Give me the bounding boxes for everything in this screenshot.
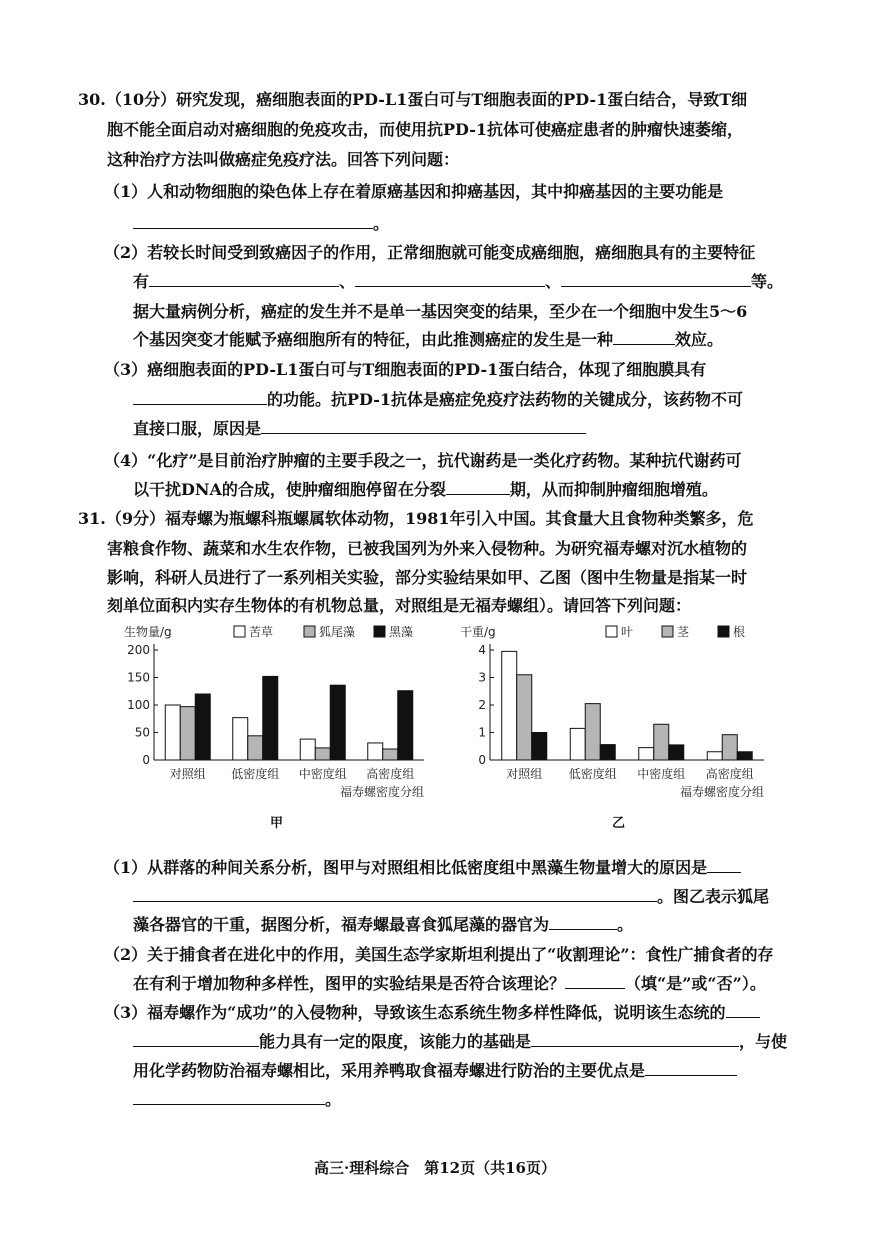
answer-blank[interactable]	[613, 328, 675, 345]
text: （3）福寿螺作为“成功”的入侵物种，导致该生态系统生物多样性降低，说明该生态统的	[104, 1003, 726, 1022]
x-tick-label: 高密度组	[366, 767, 415, 781]
answer-blank[interactable]	[561, 270, 751, 287]
text: 。	[325, 1090, 342, 1109]
y-tick-label: 100	[127, 698, 150, 712]
bar	[398, 691, 413, 760]
q31-part1-line3	[133, 913, 633, 937]
text: （1）从群落的种间关系分析，图甲与对照组相比低密度组中黑藻生物量增大的原因是	[104, 858, 708, 877]
answer-blank[interactable]	[133, 885, 657, 902]
q30-part4: （4）“化疗”是目前治疗肿瘤的主要手段之一，抗代谢药是一类化疗药物。某种抗代谢药可	[104, 451, 742, 470]
bar	[368, 743, 383, 760]
q31-line-3: 影响，科研人员进行了一系列相关实验，部分实验结果如甲、乙图（图中生物量是指某一时	[107, 568, 748, 587]
q31-line-1: 31.（9分）福寿螺为瓶螺科瓶螺属软体动物，1981年引入中国。其食量大且食物种类繁多，危	[78, 509, 754, 528]
bar	[669, 745, 684, 760]
bar	[330, 685, 345, 760]
x-axis-label: 福寿螺密度分组	[339, 785, 424, 799]
x-tick-label: 对照组	[506, 767, 543, 781]
q31-line-2: 害粮食作物、蔬菜和水生农作物，已被我国列为外来入侵物种。为研究福寿螺对沉水植物的	[107, 539, 748, 558]
q30-part1-answer-line	[133, 212, 389, 236]
q31-part2: （2）关于捕食者在进化中的作用，美国生态学家斯坦利提出了“收割理论”：食性广捕食者的存	[104, 945, 774, 964]
y-tick-label: 50	[134, 725, 150, 740]
answer-blank[interactable]	[355, 270, 545, 287]
legend-swatch	[662, 626, 673, 637]
bar	[165, 705, 180, 760]
q30-line-1: 30.（10分）研究发现，癌细胞表面的PD-L1蛋白可与T细胞表面的PD-1蛋白结合，导致T细	[78, 90, 748, 109]
y-tick-label: 0	[478, 753, 486, 767]
q31-line-4: 刻单位面积内实存生物体的有机物总量，对照组是无福寿螺组）。请回答下列问题：	[107, 596, 692, 615]
y-tick-label: 150	[127, 670, 150, 685]
bar	[570, 728, 585, 760]
answer-blank[interactable]	[446, 478, 510, 495]
text: 。	[373, 214, 390, 233]
x-tick-label: 低密度组	[231, 767, 280, 781]
bar	[502, 651, 517, 760]
y-tick-label: 0	[142, 753, 150, 767]
y-tick-label: 4	[478, 643, 486, 657]
legend-label: 黑藻	[389, 625, 414, 639]
answer-blank[interactable]	[133, 1030, 259, 1047]
x-tick-label: 对照组	[169, 767, 206, 781]
bar	[532, 733, 547, 761]
y-axis-label: 干重/g	[460, 625, 496, 639]
chart-a-caption: 甲	[270, 816, 284, 831]
q30-part1: （1）人和动物细胞的染色体上存在着原癌基因和抑癌基因，其中抑癌基因的主要功能是	[104, 182, 724, 201]
y-tick-label: 3	[478, 670, 486, 685]
bar	[180, 707, 195, 760]
q30-line-3: 这种治疗方法叫做癌症免疫疗法。回答下列问题：	[107, 150, 460, 169]
text: 、	[545, 272, 562, 291]
q31-part3-line2	[133, 1030, 787, 1054]
legend-swatch	[234, 626, 245, 637]
text: 以干扰DNA的合成，使肿瘤细胞停留在分裂	[133, 480, 446, 499]
answer-blank[interactable]	[149, 270, 339, 287]
text: 用化学药物防治福寿螺相比，采用养鸭取食福寿螺进行防治的主要优点是	[133, 1061, 646, 1080]
chart-dry-weight	[460, 622, 786, 802]
bar	[383, 749, 398, 760]
y-tick-label: 1	[478, 725, 486, 740]
q30-line-2: 胞不能全面启动对癌细胞的免疫攻击，而使用抗PD-1抗体可使癌症患者的肿瘤快速萎缩，	[107, 120, 743, 139]
bar	[585, 704, 600, 760]
q30-part2-line4	[133, 328, 723, 352]
legend-label: 狐尾藻	[319, 625, 356, 639]
bar	[517, 675, 532, 760]
legend-label: 叶	[621, 625, 634, 639]
bar	[600, 745, 615, 760]
legend-label: 茎	[677, 625, 690, 639]
x-tick-label: 中密度组	[637, 767, 686, 781]
q30-part2-line3: 据大量病例分析，癌症的发生并不是单一基因突变的结果，至少在一个细胞中发生5～6	[133, 302, 748, 321]
x-axis-label: 福寿螺密度分组	[679, 785, 764, 799]
legend-swatch	[374, 626, 385, 637]
text: 有	[133, 272, 150, 291]
bar	[315, 748, 330, 760]
text: 能力具有一定的限度，该能力的基础是	[259, 1032, 532, 1051]
q30-part3-line2	[133, 388, 743, 412]
q31-part3-line3	[133, 1059, 737, 1083]
q30-part3: （3）癌细胞表面的PD-L1蛋白可与T细胞表面的PD-1蛋白结合，体现了细胞膜具有	[104, 360, 707, 379]
legend-swatch	[304, 626, 315, 637]
q30-part2: （2）若较长时间受到致癌因子的作用，正常细胞就可能变成癌细胞，癌细胞具有的主要特征	[104, 243, 756, 262]
q30-part4-line2	[133, 478, 718, 502]
y-tick-label: 2	[478, 698, 486, 712]
y-axis-label: 生物量/g	[124, 625, 172, 639]
chart-biomass	[118, 622, 448, 802]
q30-part2-answer-line	[133, 270, 783, 294]
x-tick-label: 高密度组	[705, 767, 754, 781]
legend-label: 苦草	[249, 625, 274, 639]
q31-part3	[104, 1001, 760, 1025]
text: 效应。	[675, 330, 724, 349]
text: （填“是”或“否”）。	[625, 974, 766, 993]
x-tick-label: 低密度组	[568, 767, 617, 781]
y-tick-label: 200	[127, 643, 150, 657]
text: 。图乙表示狐尾	[657, 887, 770, 906]
legend-label: 根	[733, 625, 746, 639]
bar	[263, 676, 278, 760]
text: 个基因突变才能赋予癌细胞所有的特征，由此推测癌症的发生是一种	[133, 330, 614, 349]
text: ，与使	[739, 1032, 788, 1051]
bar	[233, 718, 248, 760]
q31-part1-line2	[133, 885, 769, 909]
answer-blank[interactable]	[133, 212, 373, 229]
text: 。	[617, 915, 634, 934]
bar	[300, 739, 315, 760]
bar	[654, 724, 669, 760]
answer-blank[interactable]	[549, 913, 617, 930]
bar	[248, 736, 263, 760]
answer-blank[interactable]	[565, 972, 625, 989]
chart-b-caption: 乙	[612, 816, 626, 831]
legend-swatch	[606, 626, 617, 637]
x-tick-label: 中密度组	[298, 767, 347, 781]
bar	[195, 694, 210, 760]
answer-blank[interactable]	[261, 417, 586, 434]
page-footer: 高三·理科综合 第12页（共16页）	[314, 1159, 556, 1177]
bar	[707, 752, 722, 760]
answer-blank[interactable]	[531, 1030, 739, 1047]
legend-swatch	[718, 626, 729, 637]
text: 、	[339, 272, 356, 291]
answer-blank[interactable]	[726, 1001, 760, 1018]
text: 等。	[751, 272, 784, 291]
text: 在有利于增加物种多样性，图甲的实验结果是否符合该理论？	[133, 974, 566, 993]
text: 期，从而抑制肿瘤细胞增殖。	[509, 480, 718, 499]
text: 藻各器官的干重，据图分析，福寿螺最喜食狐尾藻的器官为	[133, 915, 550, 934]
text: 直接口服，原因是	[133, 419, 262, 438]
bar	[722, 735, 737, 760]
q31-part3-line4	[133, 1088, 341, 1112]
text: 的功能。抗PD-1抗体是癌症免疫疗法药物的关键成分，该药物不可	[267, 390, 743, 409]
bar	[737, 752, 752, 760]
answer-blank[interactable]	[133, 1088, 325, 1105]
answer-blank[interactable]	[707, 856, 741, 873]
answer-blank[interactable]	[133, 388, 267, 405]
q31-part1	[104, 856, 741, 880]
q31-part2-line2	[133, 972, 766, 996]
q30-part3-line3	[133, 417, 586, 441]
answer-blank[interactable]	[645, 1059, 737, 1076]
bar	[639, 748, 654, 760]
